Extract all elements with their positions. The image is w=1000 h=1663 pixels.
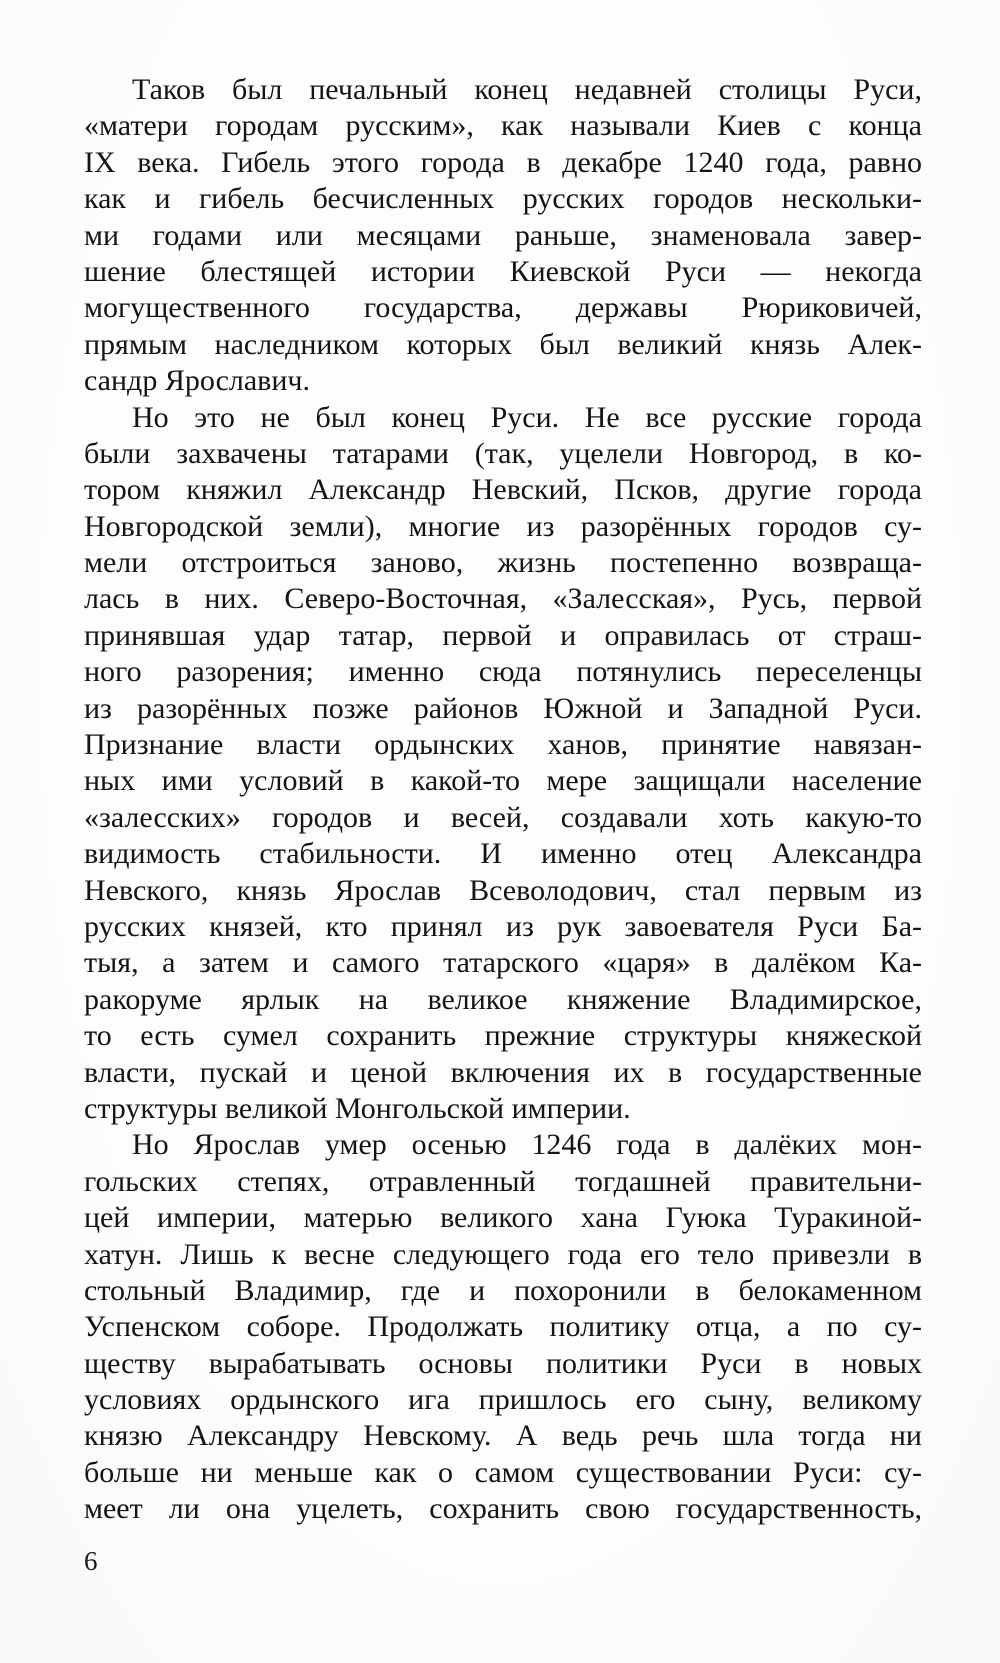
- text-line: видимость стабильности. И именно отец Александра: [84, 837, 922, 871]
- text-line: цей империи, матерью великого хана Гуюка Туракиной-: [84, 1201, 922, 1235]
- paragraph: [84, 400, 922, 1128]
- text-line: структуры великой Монгольской империи.: [84, 1091, 631, 1125]
- text-line: ществу вырабатывать основы политики Руси в новых: [84, 1346, 922, 1380]
- text-line: Признание власти ордынских ханов, принятие навязан-: [84, 728, 922, 762]
- text-line: ных ими условий в какой-то мере защищали население: [84, 764, 922, 798]
- text-line: власти, пускай и ценой включения их в государственные: [84, 1055, 922, 1089]
- text-line: тыя, а затем и самого татарского «царя» в далёком Ка-: [84, 946, 922, 980]
- text-line: ми годами или месяцами раньше, знаменовала завер-: [84, 218, 922, 252]
- text-line: Но это не был конец Руси. Не все русские города: [132, 400, 922, 434]
- paragraph: [84, 1127, 922, 1527]
- text-line: «залесских» городов и весей, создавали хоть какую-то: [84, 800, 922, 834]
- text-line: то есть сумел сохранить прежние структуры княжеской: [84, 1019, 922, 1053]
- text-line: условиях ордынского ига пришлось его сыну, великому: [84, 1383, 922, 1417]
- text-line: как и гибель бесчисленных русских городов нескольки-: [84, 182, 922, 216]
- text-line: Успенском соборе. Продолжать политику отца, а по су-: [84, 1310, 922, 1344]
- text-line: Новгородской земли), многие из разорённых городов су-: [84, 509, 922, 543]
- text-line: тором княжил Александр Невский, Псков, другие города: [84, 473, 922, 507]
- text-line: прямым наследником которых был великий князь Алек-: [84, 327, 922, 361]
- text-line: ракоруме ярлык на великое княжение Владимирское,: [84, 982, 922, 1016]
- text-line: Таков был печальный конец недавней столицы Руси,: [132, 73, 922, 106]
- text-line: лась в них. Северо-Восточная, «Залесская», Русь, первой: [84, 582, 922, 616]
- text-line: стольный Владимир, где и похоронили в белокаменном: [84, 1273, 922, 1307]
- text-line: IX века. Гибель этого города в декабре 1240 года, равно: [84, 145, 922, 179]
- text-line: Невского, князь Ярослав Всеволодович, стал первым из: [84, 873, 922, 907]
- text-line: принявшая удар татар, первой и оправилась от страш-: [84, 618, 922, 652]
- text-line: больше ни меньше как о самом существовании Руси: су-: [84, 1455, 922, 1489]
- text-line: ного разорения; именно сюда потянулись переселенцы: [84, 655, 922, 689]
- text-line: «матери городам русским», как называли Киев с конца: [84, 109, 922, 143]
- paragraph: [84, 72, 922, 400]
- text-line: могущественного государства, державы Рюриковичей,: [84, 291, 922, 325]
- text-line: хатун. Лишь к весне следующего года его тело привезли в: [84, 1237, 922, 1271]
- text-line: меет ли она уцелеть, сохранить свою государственность,: [84, 1492, 922, 1526]
- text-line: были захвачены татарами (так, уцелели Новгород, в ко-: [84, 436, 922, 470]
- text-line: сандр Ярославич.: [84, 364, 310, 398]
- page-text: [84, 72, 922, 1528]
- text-line: из разорённых позже районов Южной и Западной Руси.: [84, 691, 922, 725]
- text-line: мели отстроиться заново, жизнь постепенно возвраща-: [84, 546, 922, 580]
- text-line: шение блестящей истории Киевской Руси — некогда: [84, 254, 922, 288]
- text-line: Но Ярослав умер осенью 1246 года в далёких мон-: [132, 1128, 922, 1162]
- text-line: гольских степях, отравленный тогдашней правительни-: [84, 1164, 922, 1198]
- page-number: 6: [84, 1546, 98, 1576]
- text-line: русских князей, кто принял из рук завоевателя Руси Ба-: [84, 909, 922, 943]
- text-line: князю Александру Невскому. А ведь речь шла тогда ни: [84, 1419, 922, 1453]
